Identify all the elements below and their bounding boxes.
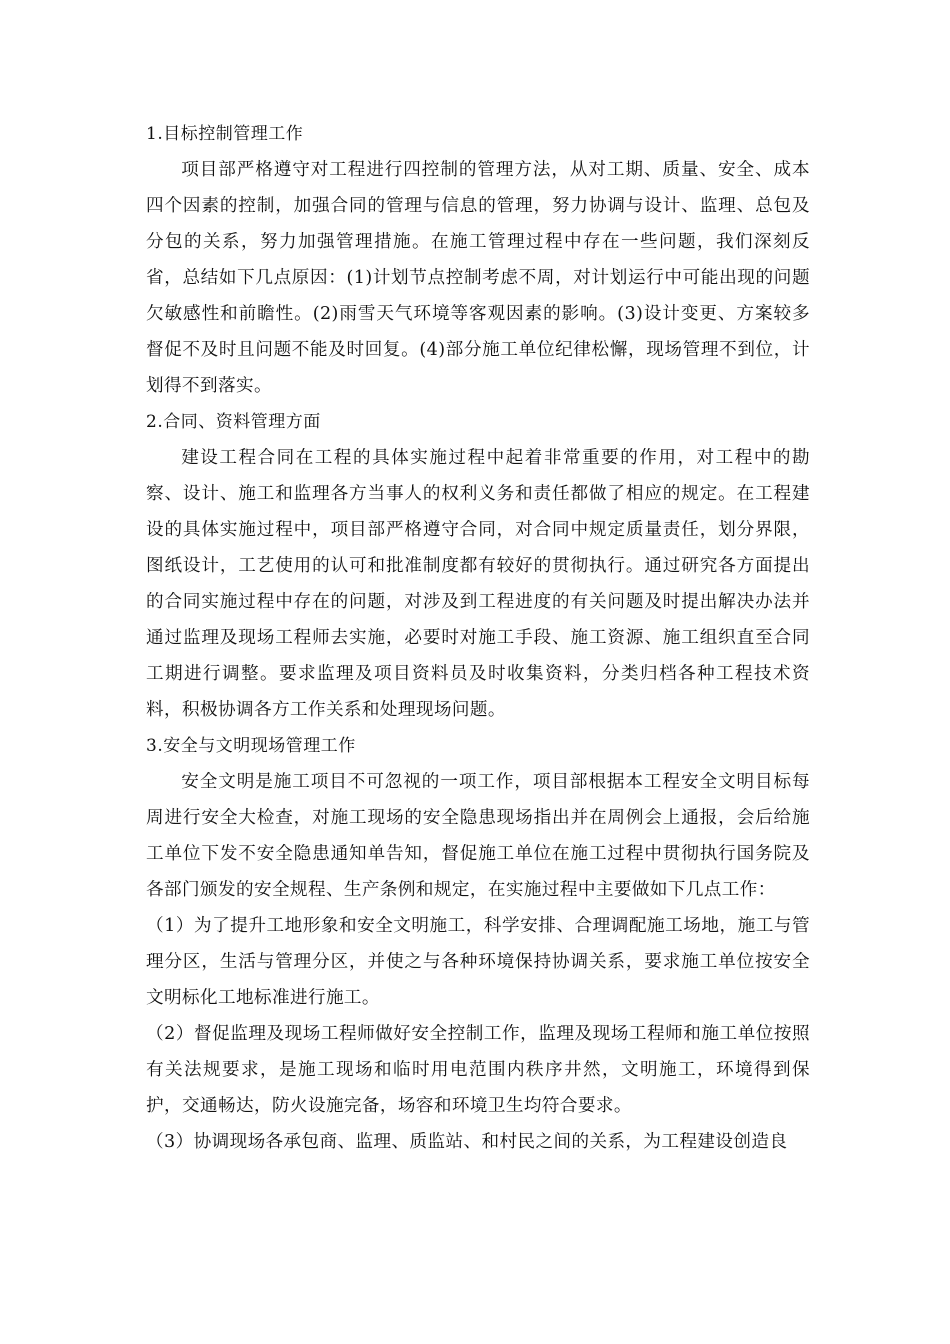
list-item: （2）督促监理及现场工程师做好安全控制工作，监理及现场工程师和施工单位按照有关法规要求，是施工现场和临时用电范围内秩序井然，文明施工，环境得到保护，交通畅达，防火设施完备，场容和环境卫生均符合要求。 <box>146 1024 810 1116</box>
section-paragraph: 建设工程合同在工程的具体实施过程中起着非常重要的作用，对工程中的勘察、设计、施工和监理各方当事人的权利义务和责任都做了相应的规定。在工程建设的具体实施过程中，项目部严格遵守合同，对合同中规定质量责任，划分界限，图纸设计，工艺使用的认可和批准制度都有较好的贯彻执行。通过研究各方面提出的合同实施过程中存在的问题，对涉及到工程进度的有关问题及时提出解决办法并通过监理及现场工程师去实施，必要时对施工手段、施工资源、施工组织直至合同工期进行调整。要求监理及项目资料员及时收集资料，分类归档各种工程技术资料，积极协调各方工作关系和处理现场问题。 <box>146 448 810 720</box>
section-paragraph: 项目部严格遵守对工程进行四控制的管理方法，从对工期、质量、安全、成本四个因素的控制，加强合同的管理与信息的管理，努力协调与设计、监理、总包及分包的关系，努力加强管理措施。在施工管理过程中存在一些问题，我们深刻反省，总结如下几点原因：(1)计划节点控制考虑不周，对计划运行中可能出现的问题欠敏感性和前瞻性。(2)雨雪天气环境等客观因素的影响。(3)设计变更、方案较多督促不及时且问题不能及时回复。(4)部分施工单位纪律松懈，现场管理不到位，计划得不到落实。 <box>146 160 810 396</box>
section-safety-civilized <box>146 728 810 908</box>
section-paragraph: 安全文明是施工项目不可忽视的一项工作，项目部根据本工程安全文明目标每周进行安全大检查，对施工现场的安全隐患现场指出并在周例会上通报，会后给施工单位下发不安全隐患通知单告知，督促施工单位在施工过程中贯彻执行国务院及各部门颁发的安全规程、生产条例和规定，在实施过程中主要做如下几点工作： <box>146 772 810 900</box>
section-contract-docs <box>146 404 810 728</box>
safety-item-list <box>146 908 810 1160</box>
list-item: （3）协调现场各承包商、监理、质监站、和村民之间的关系，为工程建设创造良 <box>146 1132 788 1152</box>
section-heading: 1.目标控制管理工作 <box>146 124 304 144</box>
section-heading: 3.安全与文明现场管理工作 <box>146 736 356 756</box>
section-target-control <box>146 116 810 404</box>
document-page <box>146 116 810 1160</box>
section-heading: 2.合同、资料管理方面 <box>146 412 321 432</box>
list-item: （1）为了提升工地形象和安全文明施工，科学安排、合理调配施工场地，施工与管理分区，生活与管理分区，并使之与各种环境保持协调关系，要求施工单位按安全文明标化工地标准进行施工。 <box>146 916 810 1008</box>
